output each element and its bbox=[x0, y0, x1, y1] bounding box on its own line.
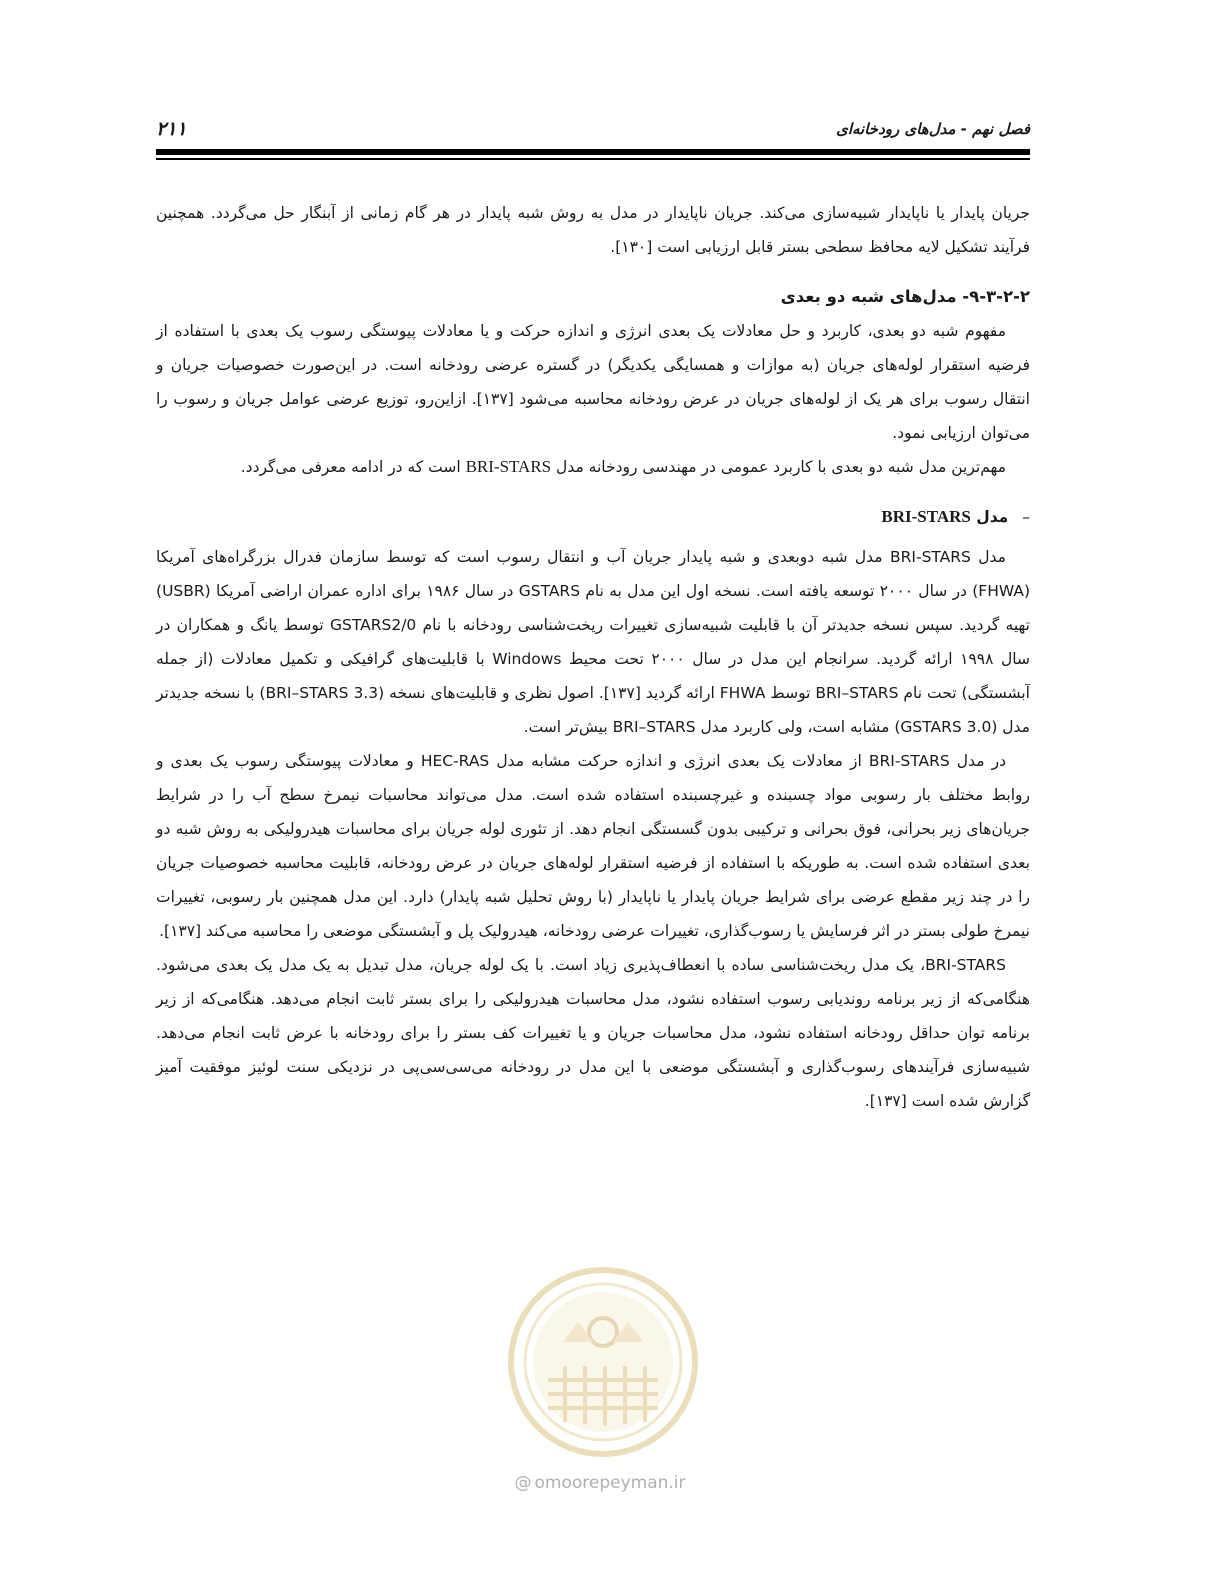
page-header bbox=[156, 118, 1030, 144]
model-paragraph-1: مدل BRI-STARS مدل شبه دوبعدی و شبه پایدار جریان آب و انتقال رسوب است که توسط سازمان فدرال بزرگراه‌های آمریکا (FHWA) در سال ۲۰۰۰ توسعه یافته است. نسخه اول این مدل به نام GSTARS در سال ۱۹۸۶ برای اداره عمران اراضی آمریکا (USBR) تهیه گردید. سپس نسخه جدیدتر آن با قابلیت شبیه‌سازی تغییرات ریخت‌شناسی رودخانه با نام GSTARS2/0 توسط یانگ و همکاران در سال ۱۹۹۸ ارائه گردید. سرانجام این مدل در سال ۲۰۰۰ تحت محیط Windows با قابلیت‌های گرافیکی و تکمیل معادلات (از جمله آبشستگی) تحت نام BRI–STARS توسط FHWA ارائه گردید [۱۳۷]. اصول نظری و قابلیت‌های نسخه (BRI–STARS 3.3) با نسخه جدیدتر مدل (GSTARS 3.0) مشابه است، ولی کاربرد مدل BRI–STARS بیش‌تر است. bbox=[156, 548, 1030, 736]
body-text bbox=[156, 196, 1030, 1118]
para2-model-name: BRI-STARS bbox=[465, 457, 552, 476]
para2-before: مهم‌ترین مدل شبه دو بعدی با کاربرد عمومی در مهندسی رودخانه مدل bbox=[551, 458, 1006, 476]
section-paragraph-1: مفهوم شبه دو بعدی، کاربرد و حل معادلات یک بعدی انرژی و اندازه حرکت و یا معادلات پیوستگی رسوب یک بعدی با استفاده از فرضیه استقرار لوله‌های جریان (به موازات و همسایگی یکدیگر) در گستره عرضی رودخانه است. در این‌صورت خصوصیات جریان و انتقال رسوب برای هر یک از لوله‌های جریان در عرض رودخانه محاسبه می‌شود [۱۳۷]. ازاین‌رو، توزیع عرضی عوامل جریان و رسوب را می‌توان ارزیابی نمود. bbox=[156, 322, 1030, 442]
para2-after: است که در ادامه معرفی می‌گردد. bbox=[240, 458, 466, 476]
model-paragraph-2: در مدل BRI-STARS از معادلات یک بعدی انرژی و اندازه حرکت مشابه مدل HEC-RAS و معادلات پیوستگی رسوب یک بعدی و روابط مختلف بار رسوبی مواد چسبنده و غیرچسبنده استفاده شده است. مدل می‌تواند محاسبات نیمرخ سطح آب را در شرایط جریان‌های زیر بحرانی، فوق بحرانی و ترکیبی بدون گسستگی انجام دهد. از تئوری لوله جریان برای محاسبات هیدرولیکی به روش شبه دو بعدی استفاده شده است. به طوریکه با استفاده از فرضیه استقرار لوله‌های جریان در عرض رودخانه، قابلیت محاسبه خصوصیات جریان را در چند زیر مقطع عرضی برای شرایط جریان پایدار یا ناپایدار (با روش تحلیل شبه پایدار) دارد. این مدل همچنین بار رسوبی، تغییرات نیمرخ طولی بستر در اثر فرسایش یا رسوب‌گذاری، تغییرات عرضی رودخانه، هیدرولیک پل و آبشستگی موضعی را محاسبه می‌کند [۱۳۷]. bbox=[156, 752, 1030, 940]
seal-logo-icon bbox=[503, 1262, 703, 1462]
header-rule-thin bbox=[156, 158, 1030, 160]
page-number: ۲۱۱ bbox=[156, 118, 187, 140]
section-paragraph-2 bbox=[156, 450, 1030, 484]
watermark-text: @ omoorepeyman.ir bbox=[514, 1473, 686, 1493]
heading-prefix: مدل bbox=[976, 508, 1009, 526]
heading-dash: – bbox=[1022, 508, 1030, 526]
heading-model-name: BRI-STARS bbox=[881, 507, 971, 526]
at-icon: @ bbox=[514, 1473, 532, 1493]
header-rule-thick bbox=[156, 149, 1030, 155]
section-heading: ۹-۳-۲-۲- مدل‌های شبه دو بعدی bbox=[780, 287, 1030, 306]
intro-paragraph: جریان پایدار یا ناپایدار شبیه‌سازی می‌کند. جریان ناپایدار در مدل به روش شبه پایدار در هر گام زمانی از آبنگار حل می‌گردد. همچنین فرآیند تشکیل لایه محافظ سطحی بستر قابل ارزیابی است [۱۳۰]. bbox=[156, 204, 1030, 256]
chapter-title: فصل نهم - مدل‌های رودخانه‌ای bbox=[836, 120, 1030, 138]
model-paragraph-3: BRI-STARS، یک مدل ریخت‌شناسی ساده با انعطاف‌پذیری زیاد است. با یک لوله جریان، مدل تبدیل به یک مدل یک بعدی می‌شود. هنگامی‌که از زیر برنامه روندیابی رسوب استفاده نشود، مدل محاسبات هیدرولیکی را برای بستر ثابت انجام می‌دهد. هنگامی‌که از زیر برنامه توان حداقل رودخانه استفاده نشود، مدل محاسبات جریان و یا تغییرات کف بستر را برای رودخانه با عرض ثابت انجام می‌دهد. شبیه‌سازی فرآیندهای رسوب‌گذاری و آبشستگی موضعی با این مدل در رودخانه می‌سی‌سی‌پی در نزدیکی سنت لوئیز موفقیت آمیز گزارش شده است [۱۳۷]. bbox=[156, 956, 1030, 1110]
subsection-heading bbox=[156, 500, 1030, 534]
